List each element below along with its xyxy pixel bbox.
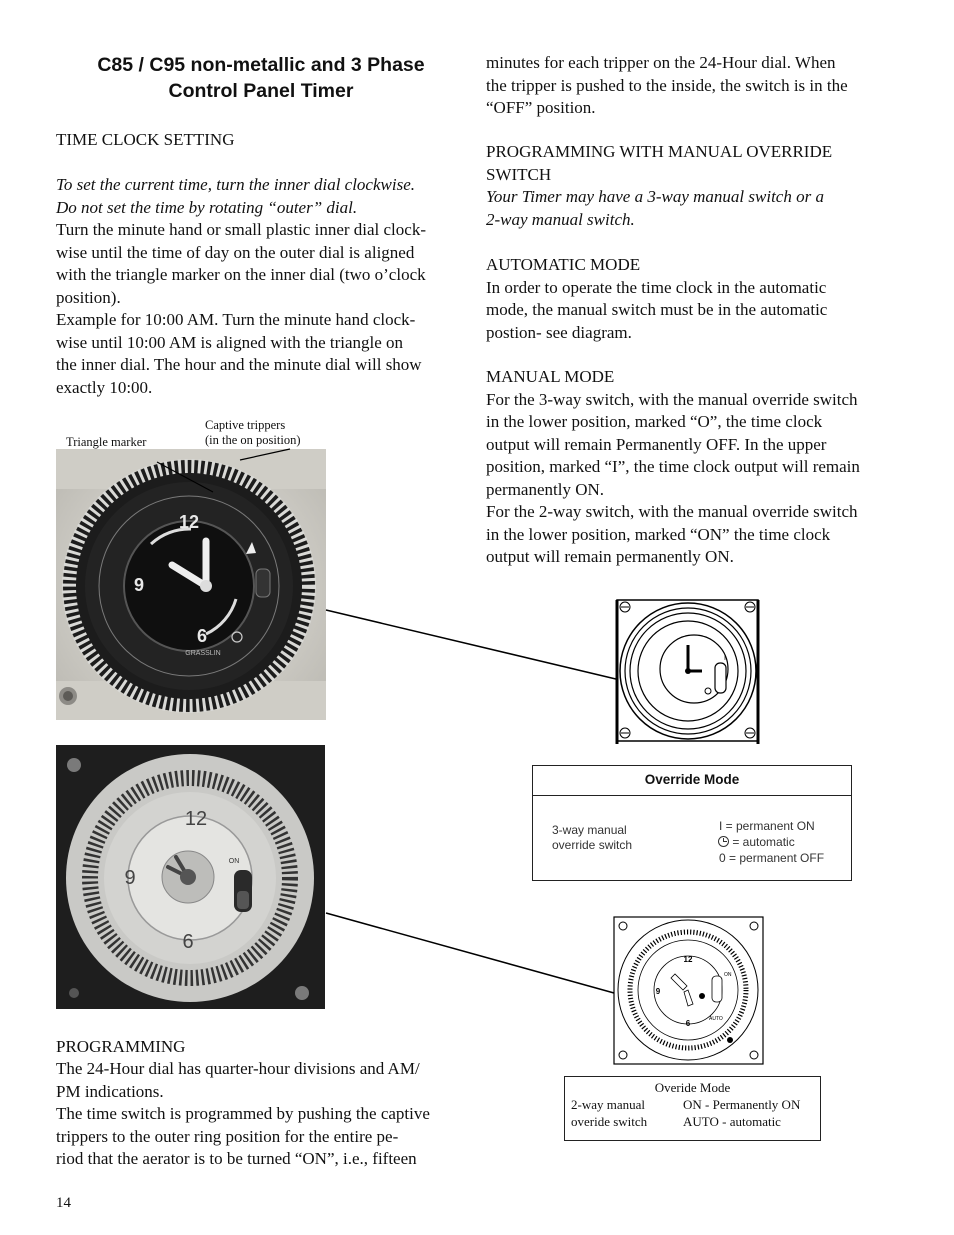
text-line: In order to operate the time clock in the automatic: [486, 277, 827, 297]
text-line: in the lower position, marked “O”, the time clock: [486, 412, 823, 431]
override-box-title: Override Mode: [533, 766, 851, 796]
on-label-diagram: ON: [724, 972, 732, 978]
captive-line-2: (in the on position): [205, 433, 301, 447]
text-line: For the 2-way switch, with the manual override switch: [486, 502, 858, 521]
text-line: minutes for each tripper on the 24-Hour dial. When: [486, 53, 836, 72]
text-line: wise until 10:00 AM is aligned with the triangle on: [56, 332, 404, 352]
text-line: “OFF” position.: [486, 98, 596, 117]
text-line: PM indications.: [56, 1081, 164, 1101]
text-line: permanently ON.: [486, 479, 605, 499]
dial-6: 6: [196, 626, 208, 646]
text-line: the tripper is pushed to the inside, the switch is in the: [486, 75, 848, 95]
option-automatic-text: = automatic: [732, 835, 795, 849]
text-line: position, marked “I”, the time clock output will remain: [486, 457, 860, 476]
timer-diagram-2way-graphic: [613, 916, 764, 1065]
override-box-label: [552, 823, 632, 853]
override-italic-2: 2-way manual switch.: [486, 209, 635, 229]
programming-paragraph: [56, 1058, 476, 1171]
programming-heading: PROGRAMMING: [56, 1037, 186, 1056]
option-automatic: [718, 834, 824, 850]
brand-text: GRASSLIN: [185, 650, 221, 657]
text-line: mode, the manual switch must be in the automatic: [486, 300, 828, 319]
timer-diagram-3way-graphic: [614, 597, 761, 744]
text-line: exactly 10:00.: [56, 377, 153, 397]
text-line: riod that the aerator is to be turned “ON”, i.e., fifteen: [56, 1149, 417, 1168]
dial-6-photo2: 6: [182, 931, 194, 953]
text-line: in the lower position, marked “ON” the time clock: [486, 524, 831, 544]
page-number: 14: [56, 1195, 71, 1211]
text-line: The 24-Hour dial has quarter-hour divisions and AM/: [56, 1059, 420, 1078]
clock-icon: [718, 836, 729, 847]
text-line: with the triangle marker on the inner dial (two o’clock: [56, 265, 426, 284]
captive-line-1: Captive trippers: [205, 418, 286, 432]
dial-12-photo2: 12: [184, 808, 208, 830]
label-line: override switch: [552, 838, 633, 852]
dial-6-diagram: 6: [685, 1019, 691, 1028]
programming-continued: [486, 52, 906, 120]
dial-12: 12: [178, 512, 200, 532]
on-label-photo2: ON: [228, 858, 240, 865]
text-line: the inner dial. The hour and the minute dial will show: [56, 355, 422, 374]
italic-instruction-1: To set the current time, turn the inner dial clockwise.: [56, 175, 416, 194]
option-permanent-off: 0 = permanent OFF: [719, 851, 825, 865]
text-line: postion- see diagram.: [486, 322, 632, 342]
dial-12-diagram: 12: [683, 955, 693, 964]
dial-9: 9: [133, 575, 145, 595]
auto-label-diagram: AUTO: [709, 1016, 723, 1022]
text-line: position).: [56, 287, 121, 307]
triangle-marker-label: Triangle marker: [66, 435, 147, 449]
option-permanent-on: I = permanent ON: [719, 819, 815, 833]
timer-diagram-3way: [614, 597, 761, 744]
title-line-1: C85 / C95 non-metallic and 3 Phase: [97, 54, 425, 76]
label-line: overide switch: [571, 1113, 648, 1129]
override-box2-title: Overide Mode: [654, 1080, 731, 1095]
override-mode-box-3way: [532, 765, 852, 881]
text-line: The time switch is programmed by pushing the captive: [56, 1104, 430, 1123]
dial-9-diagram: 9: [655, 987, 661, 996]
override-box2-label: [571, 1097, 647, 1130]
automatic-mode-section: [486, 254, 906, 344]
option-permanently-on: ON - Permanently ON: [683, 1097, 801, 1112]
override-heading-2: SWITCH: [486, 164, 552, 184]
label-line: 2-way manual: [571, 1097, 646, 1112]
time-clock-heading: TIME CLOCK SETTING: [56, 130, 235, 149]
override-heading-1: PROGRAMMING WITH MANUAL OVERRIDE: [486, 142, 833, 161]
svg-text:I: I: [724, 655, 726, 662]
override-section: [486, 141, 906, 231]
dial-9-photo2: 9: [124, 867, 136, 889]
option-auto: AUTO - automatic: [683, 1113, 781, 1129]
override-box2-options: [683, 1097, 800, 1130]
manual-mode-section: [486, 366, 916, 569]
override-mode-box-2way: [564, 1076, 821, 1141]
text-line: output will remain permanently ON.: [486, 547, 734, 566]
italic-instruction-2: Do not set the time by rotating “outer” dial.: [56, 198, 358, 217]
override-box-options: [718, 818, 824, 866]
text-line: Turn the minute hand or small plastic inner dial clock-: [56, 220, 426, 239]
text-line: For the 3-way switch, with the manual override switch: [486, 389, 858, 409]
text-line: trippers to the outer ring position for the entire pe-: [56, 1126, 399, 1146]
text-line: output will remain Permanently OFF. In the upper: [486, 434, 827, 454]
text-line: Example for 10:00 AM. Turn the minute hand clock-: [56, 310, 416, 329]
text-line: wise until the time of day on the outer dial is aligned: [56, 242, 415, 262]
manual-mode-heading: MANUAL MODE: [486, 367, 615, 386]
label-line: 3-way manual: [552, 823, 627, 837]
title-line-2: Control Panel Timer: [168, 80, 354, 102]
automatic-mode-heading: AUTOMATIC MODE: [486, 255, 641, 274]
timer-diagram-2way: [613, 916, 764, 1065]
override-italic-1: Your Timer may have a 3-way manual switch or a: [486, 187, 824, 206]
